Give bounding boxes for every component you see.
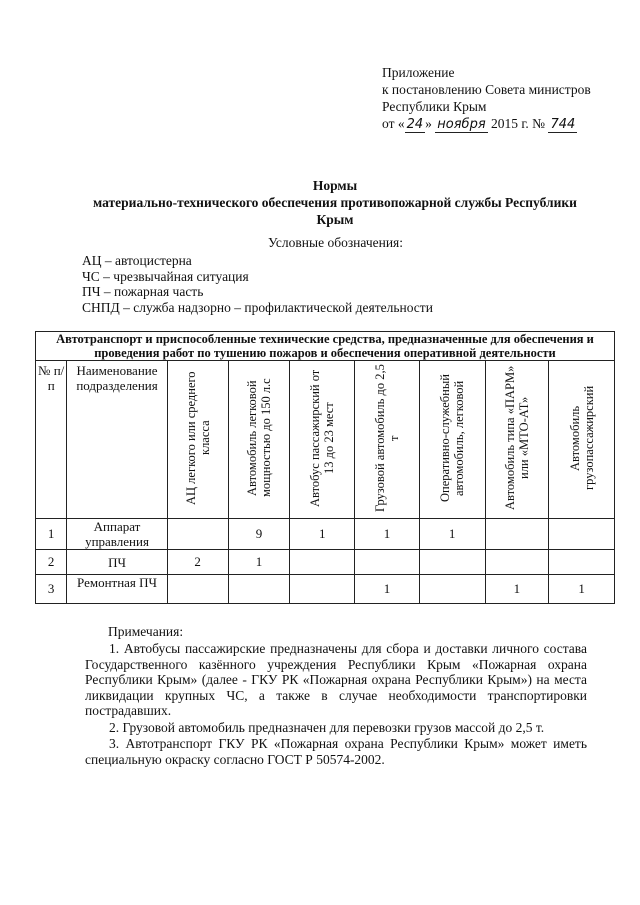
row-number: 1 [36, 519, 67, 550]
legend-item: ЧС – чрезвычайная ситуация [82, 268, 249, 284]
column-header-repair-vehicle: Автомобиль типа «ПАРМ» или «МТО-АТ» [485, 361, 549, 519]
table-cell: 1 [549, 575, 615, 604]
legend-item: АЦ – автоцистерна [82, 253, 192, 268]
date-year: 2015 г. [491, 116, 529, 131]
table-row [36, 550, 615, 575]
table-group-header: Автотранспорт и приспособленные технические средства, предназначенные для обеспечения и проведения работ по тушению пожаров и обеспечения оперативной деятельности [36, 332, 615, 361]
row-number: 3 [36, 575, 67, 604]
column-header-truck: Грузовой автомобиль до 2,5 т [355, 361, 420, 519]
date-month-handwritten: ноября [437, 117, 486, 132]
appendix-line-1: Приложение [382, 65, 455, 80]
table-cell: 1 [290, 519, 355, 550]
note-item: 3. Автотранспорт ГКУ РК «Пожарная охрана Республики Крым» может иметь специальную окраску согласно ГОСТ Р 50574-2002. [85, 736, 587, 767]
table-cell: 1 [419, 519, 485, 550]
date-prefix: от « [382, 116, 405, 131]
row-name: Аппарат управления [67, 519, 167, 550]
table-row [36, 519, 615, 550]
column-header-cargo-passenger: Автомобиль грузопассажирский [549, 361, 615, 519]
column-header-tanker: АЦ легкого или среднего класса [167, 361, 228, 519]
appendix-block [382, 64, 632, 133]
table-cell [167, 519, 228, 550]
note-item: 2. Грузовой автомобиль предназначен для перевозки грузов массой до 2,5 т. [109, 719, 545, 735]
column-header-car: Автомобиль легковой мощностью до 150 л.с [228, 361, 290, 519]
column-header-name: Наименование подразделения [67, 361, 167, 519]
appendix-line-2: к постановлению Совета министров [382, 82, 591, 97]
decree-number-handwritten: 744 [550, 117, 576, 132]
row-name: ПЧ [67, 550, 167, 575]
table-cell [419, 575, 485, 604]
table-cell: 1 [485, 575, 549, 604]
notes-heading: Примечания: [108, 624, 184, 639]
table-row [36, 575, 615, 604]
column-header-bus: Автобус пассажирский от 13 до 23 мест [290, 361, 355, 519]
title-line-3: Крым [316, 212, 354, 227]
legend-item: ПЧ – пожарная часть [82, 284, 204, 299]
notes-list [85, 641, 587, 768]
norms-table [35, 331, 615, 604]
legend-list [82, 253, 433, 315]
date-mid: » [425, 116, 432, 131]
title-line-1: Нормы [312, 178, 358, 193]
table-cell: 9 [228, 519, 290, 550]
table-cell [167, 575, 228, 604]
column-header-number: № п/п [36, 361, 67, 519]
table-cell: 2 [167, 550, 228, 575]
column-header-service-car: Оперативно-служебный автомобиль, легковой [419, 361, 485, 519]
title-line-2: материально-технического обеспечения противопожарной службы Республики [93, 195, 577, 210]
table-cell: 1 [355, 575, 420, 604]
legend-item: СНПД – служба надзорно – профилактической деятельности [82, 299, 433, 315]
appendix-date-line [382, 115, 632, 133]
table-cell [290, 550, 355, 575]
table-cell [419, 550, 485, 575]
table-cell [485, 550, 549, 575]
table-cell [290, 575, 355, 604]
legend-heading: Условные обозначения: [268, 235, 404, 250]
table-cell [485, 519, 549, 550]
table-cell [355, 550, 420, 575]
appendix-line-3: Республики Крым [382, 99, 487, 114]
table-cell [549, 550, 615, 575]
row-name: Ремонтная ПЧ [67, 575, 167, 604]
table-cell: 1 [355, 519, 420, 550]
table-cell: 1 [228, 550, 290, 575]
document-title [80, 177, 590, 228]
note-item: 1. Автобусы пассажирские предназначены для сбора и доставки личного состава Государственного казённого учреждения Республики Крым «Пожарная охрана Республики Крым» (далее - ГКУ РК «Пожарная охрана Республики Крым») на места ликвидации крупных ЧС, а также в случае необходимости транспортировки пострадавших. [85, 641, 587, 718]
number-label: № [532, 116, 546, 131]
table-cell [549, 519, 615, 550]
date-day-handwritten: 24 [406, 117, 424, 132]
row-number: 2 [36, 550, 67, 575]
table-cell [228, 575, 290, 604]
